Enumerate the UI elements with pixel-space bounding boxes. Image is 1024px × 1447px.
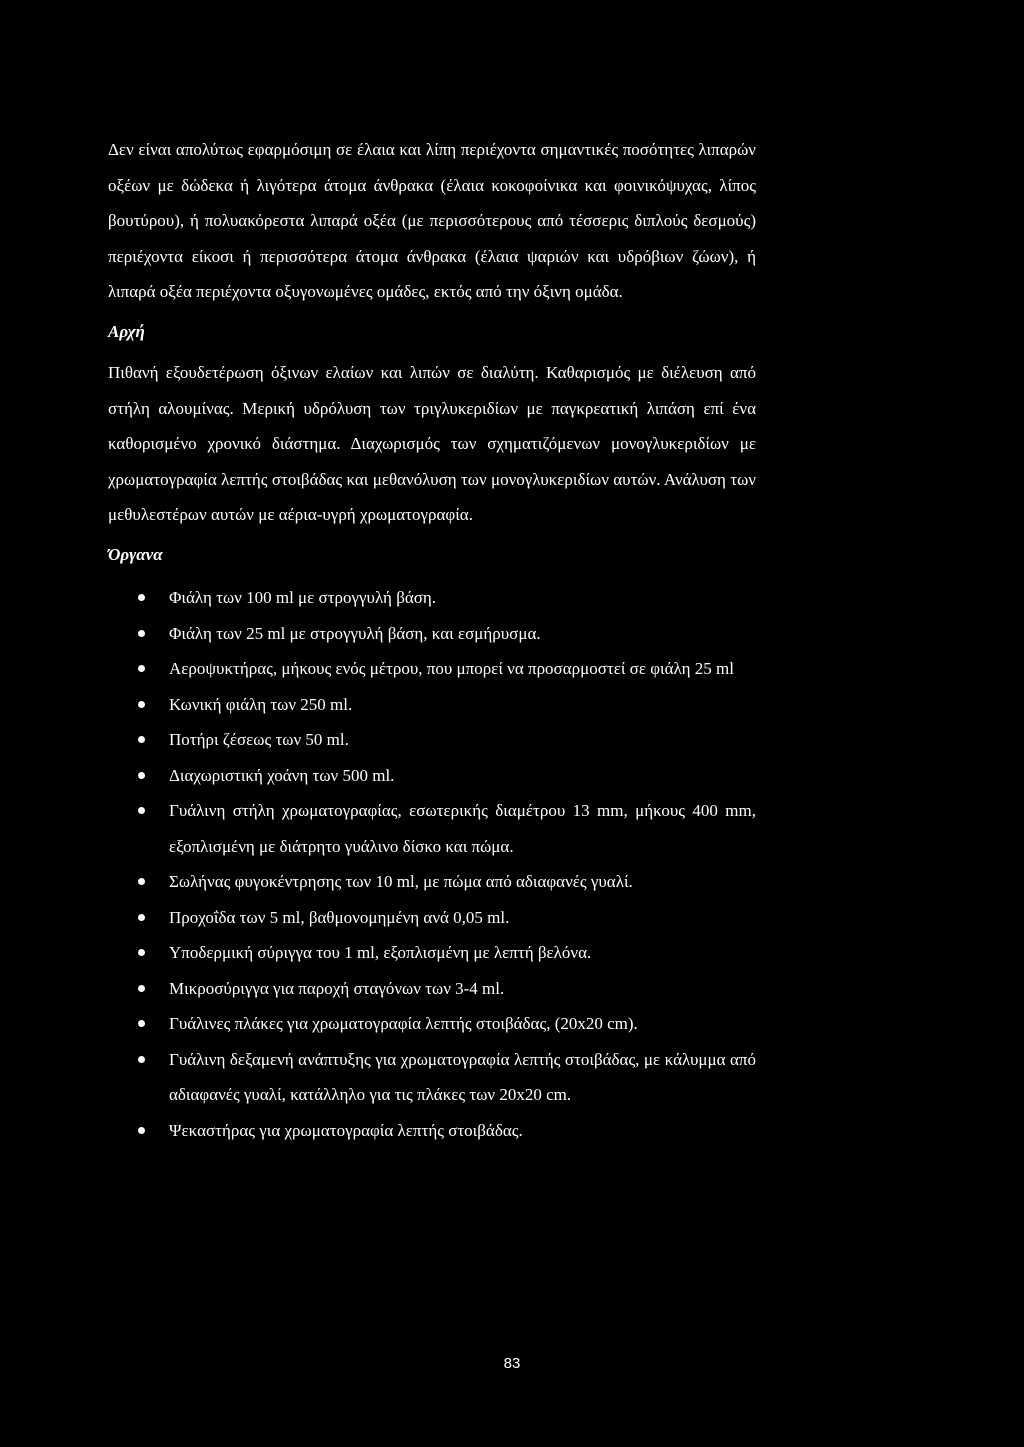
bullet-icon <box>138 878 145 885</box>
list-item-text: Σωλήνας φυγοκέντρησης των 10 ml, με πώμα από αδιαφανές γυαλί. <box>169 872 633 891</box>
page-number: 83 <box>503 1355 521 1372</box>
instruments-heading: Όργανα <box>108 544 163 564</box>
list-item-text: Ψεκαστήρας για χρωματογραφία λεπτής στοιβάδας. <box>169 1120 523 1140</box>
list-item <box>108 580 756 616</box>
list-item-text: Προχοΐδα των 5 ml, βαθμονομημένη ανά 0,05 ml. <box>169 907 510 927</box>
list-item-text: Γυάλινη στήλη χρωματογραφίας, εσωτερικής διαμέτρου 13 mm, μήκους 400 mm, εξοπλισμένη με διάτρητο γυάλινο δίσκο και πώμα. <box>169 801 756 856</box>
list-item-text: Γυάλινες πλάκες για χρωματογραφία λεπτής στοιβάδας, (20x20 cm). <box>169 1014 638 1033</box>
list-item-text: Φιάλη των 100 ml με στρογγυλή βάση. <box>169 588 437 607</box>
list-item <box>108 1113 756 1149</box>
bullet-icon <box>138 949 145 956</box>
list-item <box>108 1006 756 1042</box>
list-item <box>108 687 756 723</box>
principle-paragraph: Πιθανή εξουδετέρωση όξινων ελαίων και λιπών σε διαλύτη. Καθαρισμός με διέλευση από στήλη αλουμίνας. Μερική υδρόλυση των τριγλυκεριδίων με παγκρεατική λιπάση επί ένα καθορισμένο χρονικό διάστημα. Διαχωρισμός των σχηματιζόμενων μονογλυκεριδίων με χρωματογραφία λεπτής στοιβάδας και μεθανόλυση των μονογλυκεριδίων αυτών. Ανάλυση των μεθυλεστέρων αυτών με αέρια-υγρή χρωματογραφία. <box>108 363 756 524</box>
list-item <box>108 758 756 794</box>
list-item-text: Ποτήρι ζέσεως των 50 ml. <box>169 730 349 749</box>
list-item-text: Μικροσύριγγα για παροχή σταγόνων των 3-4 ml. <box>169 978 505 998</box>
list-item <box>108 651 756 687</box>
bullet-icon <box>138 985 145 992</box>
instruments-list <box>108 580 756 1148</box>
list-item-text: Κωνική φιάλη των 250 ml. <box>169 694 353 714</box>
list-item <box>108 971 756 1007</box>
bullet-icon <box>138 594 145 601</box>
bullet-icon <box>138 1056 145 1063</box>
list-item <box>108 722 756 758</box>
principle-heading: Αρχή <box>108 321 145 341</box>
bullet-icon <box>138 914 145 921</box>
bullet-icon <box>138 701 145 708</box>
list-item-text: Γυάλινη δεξαμενή ανάπτυξης για χρωματογραφία λεπτής στοιβάδας, με κάλυμμα από αδιαφανές γυαλί, κατάλληλο για τις πλάκες των 20x20 cm. <box>169 1049 756 1104</box>
list-item <box>108 1042 756 1113</box>
list-item <box>108 935 756 971</box>
bullet-icon <box>138 736 145 743</box>
bullet-icon <box>138 1020 145 1027</box>
list-item <box>108 616 756 652</box>
list-item-text: Υποδερμική σύριγγα του 1 ml, εξοπλισμένη με λεπτή βελόνα. <box>169 943 592 962</box>
list-item <box>108 900 756 936</box>
list-item-text: Αεροψυκτήρας, μήκους ενός μέτρου, που μπορεί να προσαρμοστεί σε φιάλη 25 ml <box>169 659 734 678</box>
list-item-text: Φιάλη των 25 ml με στρογγυλή βάση, και εσμήρυσμα. <box>169 623 541 643</box>
bullet-icon <box>138 807 145 814</box>
intro-paragraph: Δεν είναι απολύτως εφαρμόσιμη σε έλαια και λίπη περιέχοντα σημαντικές ποσότητες λιπαρών οξέων με δώδεκα ή λιγότερα άτομα άνθρακα (έλαια κοκοφοίνικα και φοινικόψυχας, λίπος βουτύρου), ή πολυακόρεστα λιπαρά οξέα (με περισσότερους από τέσσερις διπλούς δεσμούς) περιέχοντα είκοσι ή περισσότερα άτομα άνθρακα (έλαια ψαριών και υδρόβιων ζώων), ή λιπαρά οξέα περιέχοντα οξυγονωμένες ομάδες, εκτός από την όξινη ομάδα. <box>108 140 756 301</box>
bullet-icon <box>138 772 145 779</box>
bullet-icon <box>138 630 145 637</box>
document-page <box>108 132 756 1148</box>
list-item <box>108 864 756 900</box>
bullet-icon <box>138 1127 145 1134</box>
list-item <box>108 793 756 864</box>
list-item-text: Διαχωριστική χοάνη των 500 ml. <box>169 765 395 785</box>
bullet-icon <box>138 665 145 672</box>
